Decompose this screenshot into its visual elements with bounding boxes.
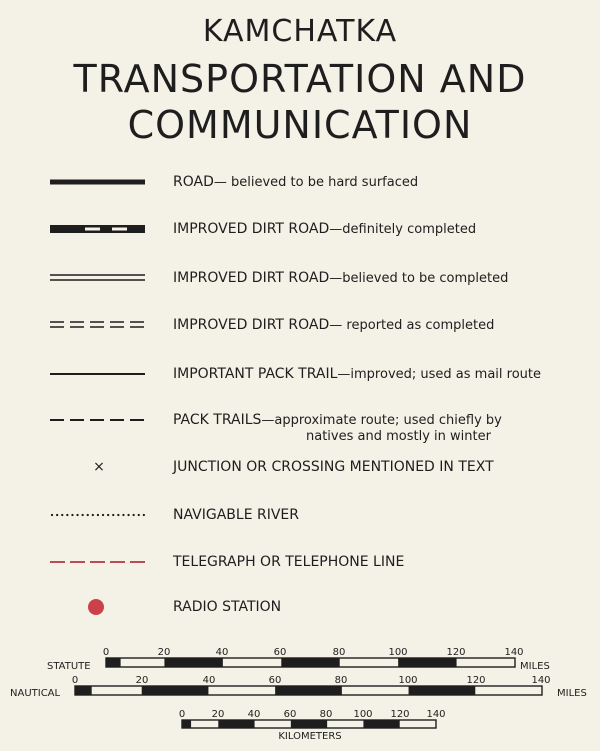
legend-label: PACK TRAILS — [173, 412, 262, 428]
km-tick-140: 140 — [426, 709, 446, 720]
statute-tick-100: 100 — [388, 647, 408, 658]
nautical-tick-100: 100 — [398, 675, 418, 686]
scale-segment — [291, 720, 327, 728]
double-line-symbol — [50, 268, 145, 288]
double-dashed-line-symbol — [50, 315, 145, 335]
nautical-tick-140: 140 — [531, 675, 551, 686]
legend-label: IMPROVED DIRT ROAD — [173, 221, 330, 237]
nautical-scale-label: NAUTICAL — [10, 688, 61, 699]
radio-station-dot-icon — [86, 597, 106, 617]
km-tick-120: 120 — [390, 709, 410, 720]
scale-segment — [363, 720, 399, 728]
pack-trail-solid-symbol — [50, 364, 145, 384]
statute-scale — [47, 647, 550, 672]
statute-tick-140: 140 — [504, 647, 524, 658]
km-tick-100: 100 — [353, 709, 373, 720]
scale-subsegment — [106, 658, 121, 667]
nautical-tick-120: 120 — [466, 675, 486, 686]
scale-segment — [218, 720, 254, 728]
legend-row-improved-dirt-road-reported — [0, 315, 600, 351]
legend-label: TELEGRAPH OR TELEPHONE LINE — [173, 554, 405, 570]
legend-desc: —approximate route; used chiefly by — [261, 413, 502, 428]
nautical-scale — [10, 675, 587, 699]
scale-bars — [0, 640, 600, 745]
scale-segment — [409, 686, 476, 695]
legend-row-improved-dirt-road-completed — [0, 219, 600, 255]
nautical-tick-40: 40 — [202, 675, 216, 686]
legend-desc: — reported as completed — [329, 318, 495, 333]
legend-desc: —improved; used as mail route — [337, 367, 542, 382]
telegraph-line-symbol — [50, 552, 145, 572]
nautical-tick-0: 0 — [71, 675, 79, 686]
legend-row-telegraph — [0, 552, 600, 588]
legend-desc: —definitely completed — [329, 222, 477, 237]
map-title: KAMCHATKA — [202, 14, 398, 49]
scale-segment — [281, 658, 339, 667]
statute-unit: MILES — [520, 661, 550, 672]
statute-tick-0: 0 — [102, 647, 110, 658]
dotted-river-symbol — [50, 505, 145, 525]
km-tick-60: 60 — [283, 709, 297, 720]
legend-desc: —believed to be completed — [329, 271, 509, 286]
legend-label: IMPROVED DIRT ROAD — [173, 270, 330, 286]
statute-tick-60: 60 — [273, 647, 287, 658]
legend-row-important-pack-trail — [0, 364, 600, 400]
statute-scale-label: STATUTE — [47, 661, 91, 672]
pack-trail-dashed-symbol — [50, 410, 145, 430]
kilometers-scale — [179, 709, 446, 742]
legend-row-radio-station — [0, 597, 600, 633]
legend-row-junction — [0, 457, 600, 493]
km-tick-0: 0 — [178, 709, 186, 720]
scale-segment — [398, 658, 456, 667]
legend-row-road — [0, 172, 600, 208]
km-tick-80: 80 — [319, 709, 333, 720]
legend-label: NAVIGABLE RIVER — [173, 507, 299, 523]
legend-label: IMPROVED DIRT ROAD — [173, 317, 330, 333]
subtitle-line-2: COMMUNICATION — [127, 103, 473, 147]
legend-label: IMPORTANT PACK TRAIL — [173, 366, 338, 382]
nautical-tick-60: 60 — [268, 675, 282, 686]
legend-label: ROAD — [173, 174, 214, 190]
road-symbol — [50, 172, 145, 192]
km-tick-20: 20 — [211, 709, 225, 720]
scale-segment — [164, 658, 222, 667]
nautical-tick-20: 20 — [135, 675, 149, 686]
nautical-tick-80: 80 — [334, 675, 348, 686]
scale-segment — [275, 686, 342, 695]
legend-label: RADIO STATION — [173, 599, 282, 615]
legend-row-navigable-river — [0, 505, 600, 541]
legend-row-improved-dirt-road-believed — [0, 268, 600, 304]
statute-tick-40: 40 — [215, 647, 229, 658]
legend-label: JUNCTION OR CROSSING MENTIONED IN TEXT — [173, 459, 494, 475]
improved-dirt-road-solid-symbol — [50, 219, 145, 239]
junction-cross-icon: × — [93, 459, 105, 475]
nautical-unit: MILES — [557, 688, 587, 699]
legend-desc: — believed to be hard surfaced — [213, 175, 419, 190]
statute-tick-20: 20 — [157, 647, 171, 658]
scale-segment — [142, 686, 209, 695]
scale-subsegment — [182, 720, 191, 728]
legend-desc-continued: natives and mostly in winter — [306, 429, 491, 444]
map-subtitle — [0, 56, 600, 148]
scale-subsegment — [75, 686, 92, 695]
kilometers-scale-label: KILOMETERS — [278, 731, 342, 742]
statute-tick-120: 120 — [446, 647, 466, 658]
statute-tick-80: 80 — [332, 647, 346, 658]
legend-row-pack-trails — [0, 410, 600, 450]
km-tick-40: 40 — [247, 709, 261, 720]
subtitle-line-1: TRANSPORTATION AND — [73, 57, 527, 101]
